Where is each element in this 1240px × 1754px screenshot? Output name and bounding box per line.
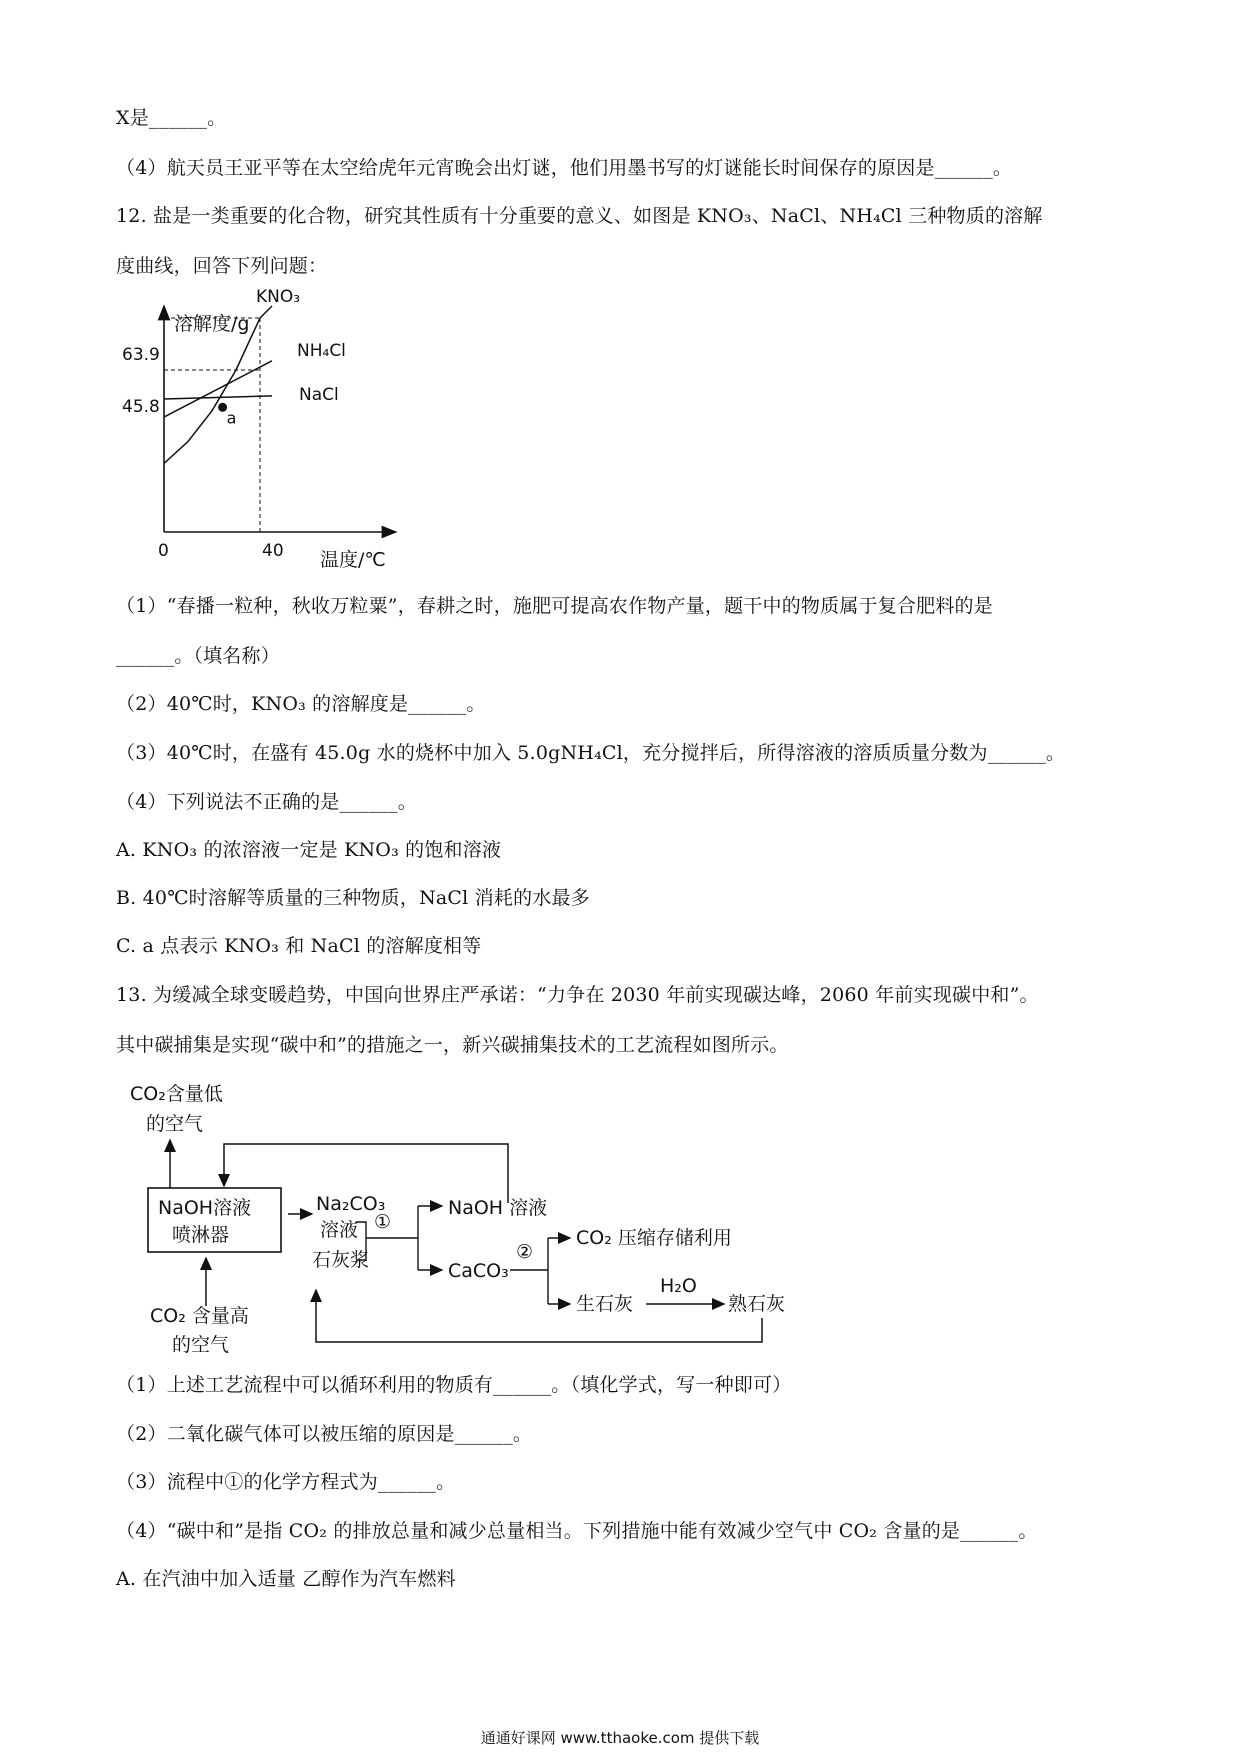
x-tick-40: 40 xyxy=(262,541,284,561)
point-a-label: a xyxy=(226,408,237,428)
caco3-label: CaCO₃ xyxy=(448,1260,509,1282)
series-label-0: KNO₃ xyxy=(256,287,301,307)
series-labels xyxy=(256,287,346,405)
x-axis-label: 温度/℃ xyxy=(320,549,386,571)
text-line: 度曲线，回答下列问题： xyxy=(116,255,328,277)
text-line: B. 40℃时溶解等质量的三种物质，NaCl 消耗的水最多 xyxy=(116,887,590,909)
air-low-label-2: 的空气 xyxy=(146,1113,204,1135)
text-line: （1）上述工艺流程中可以循环利用的物质有______。（填化学式，写一种即可） xyxy=(116,1374,792,1396)
text-line: 其中碳捕集是实现“碳中和”的措施之一，新兴碳捕集技术的工艺流程如图所示。 xyxy=(116,1034,789,1056)
text-line: （1）“春播一粒种，秋收万粒粟”，春耕之时，施肥可提高农作物产量，题干中的物质属于复合肥料的是 xyxy=(116,595,993,617)
series-line-2 xyxy=(164,396,272,399)
text-line: A. KNO₃ 的浓溶液一定是 KNO₃ 的饱和溶液 xyxy=(116,839,502,861)
text-line: （2）40℃时，KNO₃ 的溶解度是______。 xyxy=(116,693,486,715)
arrow-recycle-lime xyxy=(316,1290,762,1342)
solubility-chart xyxy=(122,287,420,571)
text-line: X是______。 xyxy=(116,107,227,129)
lime-slurry-label: 石灰浆 xyxy=(312,1249,370,1271)
sprayer-label-1: NaOH溶液 xyxy=(158,1197,252,1219)
text-line: （3）流程中①的化学方程式为______。 xyxy=(116,1471,456,1493)
co2-store-label: CO₂ 压缩存储利用 xyxy=(576,1227,732,1249)
step2-label: ② xyxy=(516,1241,534,1263)
series-label-1: NH₄Cl xyxy=(297,341,346,361)
text-line: （4）“碳中和”是指 CO₂ 的排放总量和减少总量相当。下列措施中能有效减少空气中 CO₂ 含量的是______。 xyxy=(116,1520,1038,1542)
text-line: ______。（填名称） xyxy=(116,645,280,667)
text-line: （4）下列说法不正确的是______。 xyxy=(116,791,417,813)
step1-label: ① xyxy=(374,1211,392,1233)
x-tick-0: 0 xyxy=(158,541,169,561)
water-label: H₂O xyxy=(660,1275,697,1297)
text-line: （4）航天员王亚平等在太空给虎年元宵晚会出灯谜，他们用墨书写的灯谜能长时间保存的原因是______。 xyxy=(116,157,1013,179)
naoh-out-label: NaOH 溶液 xyxy=(448,1197,548,1219)
text-line: A. 在汽油中加入适量 乙醇作为汽车燃料 xyxy=(116,1568,456,1590)
sprayer-label-2: 喷淋器 xyxy=(172,1224,230,1246)
text-line: （3）40℃时，在盛有 45.0g 水的烧杯中加入 5.0gNH₄Cl，充分搅拌后，所得溶液的溶质质量分数为______。 xyxy=(116,742,1066,764)
quicklime-label: 生石灰 xyxy=(576,1293,634,1315)
slaked-lime-label: 熟石灰 xyxy=(728,1293,786,1315)
series-line-1 xyxy=(164,361,272,417)
na2co3-label: Na₂CO₃ xyxy=(316,1193,386,1215)
y-tick-45-8: 45.8 xyxy=(122,397,160,417)
text-line: （2）二氧化碳气体可以被压缩的原因是______。 xyxy=(116,1423,533,1445)
y-tick-63-9: 63.9 xyxy=(122,345,160,365)
text-line: 12. 盐是一类重要的化合物，研究其性质有十分重要的意义、如图是 KNO₃、NaCl、NH₄Cl 三种物质的溶解 xyxy=(116,205,1043,227)
series-label-2: NaCl xyxy=(299,385,339,405)
text-line: 13. 为缓减全球变暖趋势，中国向世界庄严承诺：“力争在 2030 年前实现碳达峰，2060 年前实现碳中和”。 xyxy=(116,984,1039,1006)
footer: 通通好课网 www.tthaoke.com 提供下载 xyxy=(480,1729,760,1747)
solution-label: 溶液 xyxy=(320,1219,359,1241)
text-line: C. a 点表示 KNO₃ 和 NaCl 的溶解度相等 xyxy=(116,935,482,957)
air-high-label-1: CO₂ 含量高 xyxy=(150,1305,249,1327)
carbon-capture-flow xyxy=(120,1078,910,1358)
air-high-label-2: 的空气 xyxy=(172,1334,230,1356)
y-axis-label: 溶解度/g xyxy=(174,313,250,335)
air-low-label-1: CO₂含量低 xyxy=(130,1083,223,1105)
